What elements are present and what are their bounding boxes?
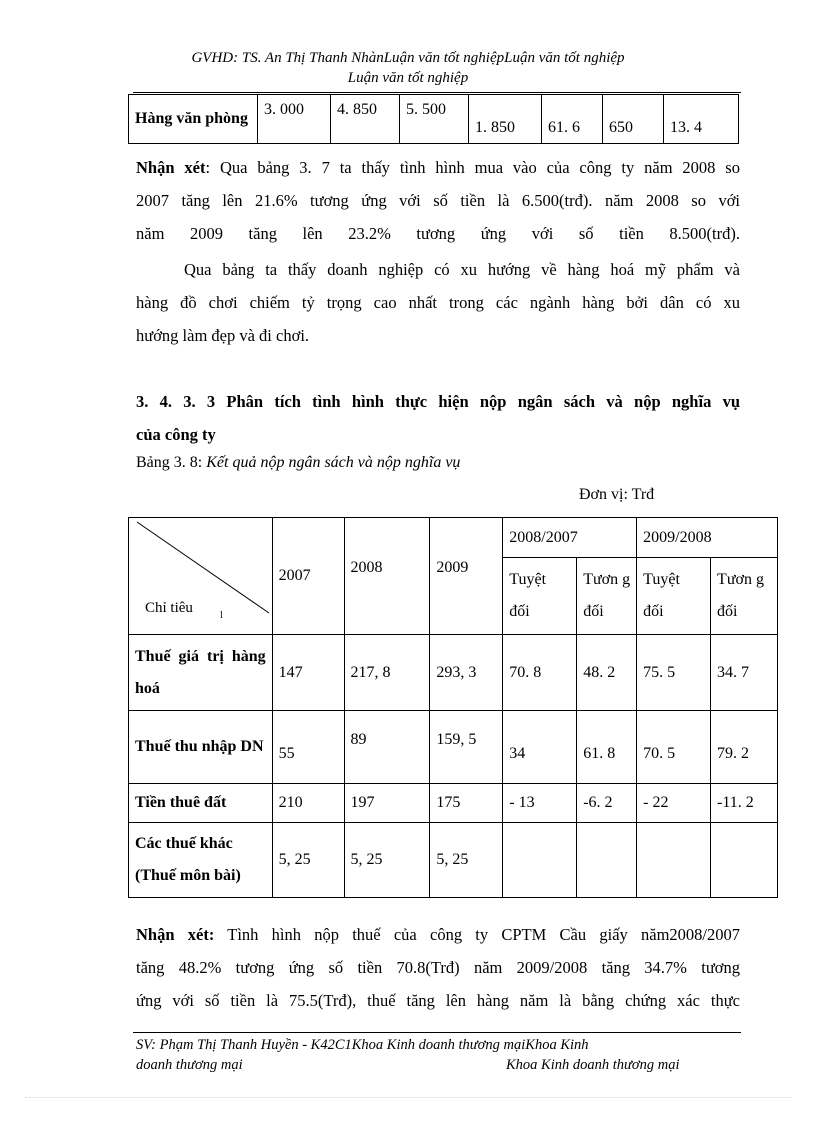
table-cell	[711, 823, 778, 898]
table-cell: 5, 25	[344, 823, 430, 898]
text-line: năm 2009 tăng lên 23.2% tương ứng với số tiền 8.500(trđ).	[136, 224, 740, 243]
unit-label: Đơn vị: Trđ	[579, 486, 655, 503]
table-cell: 159, 5	[430, 711, 503, 784]
header-year: 2009	[430, 518, 503, 635]
table-cell: 89	[344, 711, 430, 784]
remark-label: Nhận xét	[136, 158, 206, 177]
header-rule	[133, 92, 741, 93]
header-line-2: Luận văn tốt nghiệp	[347, 70, 469, 86]
table-cell: 175	[430, 784, 503, 823]
table-cell: 70. 8	[503, 635, 577, 711]
table-cell: 79. 2	[711, 711, 778, 784]
table-cell: 5, 25	[430, 823, 503, 898]
table-cell: 293, 3	[430, 635, 503, 711]
text-line: hướng làm đẹp và đi chơi.	[136, 326, 310, 345]
paragraph-2	[136, 253, 740, 352]
paragraph-remark-2	[136, 918, 740, 1017]
table-cell: 3. 000	[258, 95, 331, 144]
corner-mark: l	[220, 610, 223, 621]
table-cell: 217, 8	[344, 635, 430, 711]
header-line-1: GVHD: TS. An Thị Thanh NhànLuận văn tốt nghiệpLuận văn tốt nghiệp	[191, 50, 625, 66]
section-heading-line: 3. 4. 3. 3 Phân tích tình hình thực hiện nộp ngân sách và nộp nghĩa vụ	[136, 392, 740, 411]
table-cell: 61. 6	[542, 95, 603, 144]
footer-line-1: SV: Phạm Thị Thanh Huyền - K42C1Khoa Kinh doanh thương mạiKhoa Kinh	[136, 1037, 589, 1053]
table-row	[129, 95, 739, 144]
caption-prefix: Bảng 3. 8:	[136, 454, 207, 471]
footer	[136, 1035, 736, 1075]
top-table	[128, 94, 739, 144]
header-sub: Tươn g đối	[711, 558, 778, 635]
paragraph-remark-1	[136, 151, 740, 250]
header-sub: Tuyệt đối	[503, 558, 577, 635]
text-line: tăng 48.2% tương ứng số tiền 70.8(Trđ) năm 2009/2008 tăng 34.7% tương	[136, 958, 740, 977]
header-group: 2009/2008	[637, 518, 778, 558]
table-cell: 210	[272, 784, 344, 823]
page-bottom-dots	[25, 1097, 791, 1098]
budget-table	[128, 517, 778, 898]
table-cell: 75. 5	[637, 635, 711, 711]
remark-label: Nhận xét:	[136, 925, 215, 944]
text-line: hàng đồ chơi chiếm tỷ trọng cao nhất trong các ngành hàng bởi dân có xu	[136, 293, 740, 312]
table-cell	[577, 823, 637, 898]
text-line: Qua bảng ta thấy doanh nghiệp có xu hướng về hàng hoá mỹ phẩm và	[184, 260, 740, 279]
table-cell: 5, 25	[272, 823, 344, 898]
caption-title: Kết quả nộp ngân sách và nộp nghĩa vụ	[206, 454, 461, 471]
table-cell: Hàng văn phòng	[129, 95, 258, 144]
table-cell: - 13	[503, 784, 577, 823]
text-line: 2007 tăng lên 21.6% tương ứng với số tiền là 6.500(trđ). năm 2008 so với	[136, 191, 740, 210]
row-label: Các thuế khác (Thuế môn bài)	[129, 823, 273, 898]
table-cell: 1. 850	[469, 95, 542, 144]
header-year: 2008	[344, 518, 430, 635]
table-row	[129, 518, 778, 558]
table-cell	[637, 823, 711, 898]
table-row	[129, 784, 778, 823]
diagonal-line	[129, 518, 273, 635]
table-cell: - 22	[637, 784, 711, 823]
table-cell: 55	[272, 711, 344, 784]
table-cell: 70. 5	[637, 711, 711, 784]
row-label: Tiền thuê đất	[129, 784, 273, 823]
table-cell: 650	[603, 95, 664, 144]
footer-rule	[133, 1032, 741, 1033]
footer-line-2b: Khoa Kinh doanh thương mại	[506, 1057, 680, 1073]
table-cell: 61. 8	[577, 711, 637, 784]
table-cell: -6. 2	[577, 784, 637, 823]
header-year: 2007	[272, 518, 344, 635]
row-label: Thuế thu nhập DN	[129, 711, 273, 784]
section-heading	[136, 385, 740, 451]
section-heading-line: của công ty	[136, 425, 216, 444]
table-caption	[136, 454, 460, 472]
table-row	[129, 711, 778, 784]
table-cell: -11. 2	[711, 784, 778, 823]
corner-label: Chỉ tiêu	[145, 600, 193, 616]
text-line: Tình hình nộp thuế của công ty CPTM Cầu giấy năm2008/2007	[214, 925, 740, 944]
text-line: ứng với số tiền là 75.5(Trđ), thuế tăng lên hàng năm là bằng chứng xác thực	[136, 991, 740, 1010]
corner-cell	[129, 518, 273, 635]
text-line: : Qua bảng 3. 7 ta thấy tình hình mua vào của công ty năm 2008 so	[205, 158, 740, 177]
header-sub: Tuyệt đối	[637, 558, 711, 635]
table-cell: 147	[272, 635, 344, 711]
footer-line-2a: doanh thương mại	[136, 1057, 243, 1073]
table-cell: 13. 4	[664, 95, 739, 144]
table-cell: 34	[503, 711, 577, 784]
table-cell	[503, 823, 577, 898]
table-cell: 34. 7	[711, 635, 778, 711]
header-group: 2008/2007	[503, 518, 637, 558]
row-label: Thuế giá trị hàng hoá	[129, 635, 273, 711]
header-sub: Tươn g đối	[577, 558, 637, 635]
table-cell: 4. 850	[331, 95, 400, 144]
table-row	[129, 635, 778, 711]
table-cell: 48. 2	[577, 635, 637, 711]
table-cell: 197	[344, 784, 430, 823]
table-row	[129, 823, 778, 898]
table-cell: 5. 500	[400, 95, 469, 144]
